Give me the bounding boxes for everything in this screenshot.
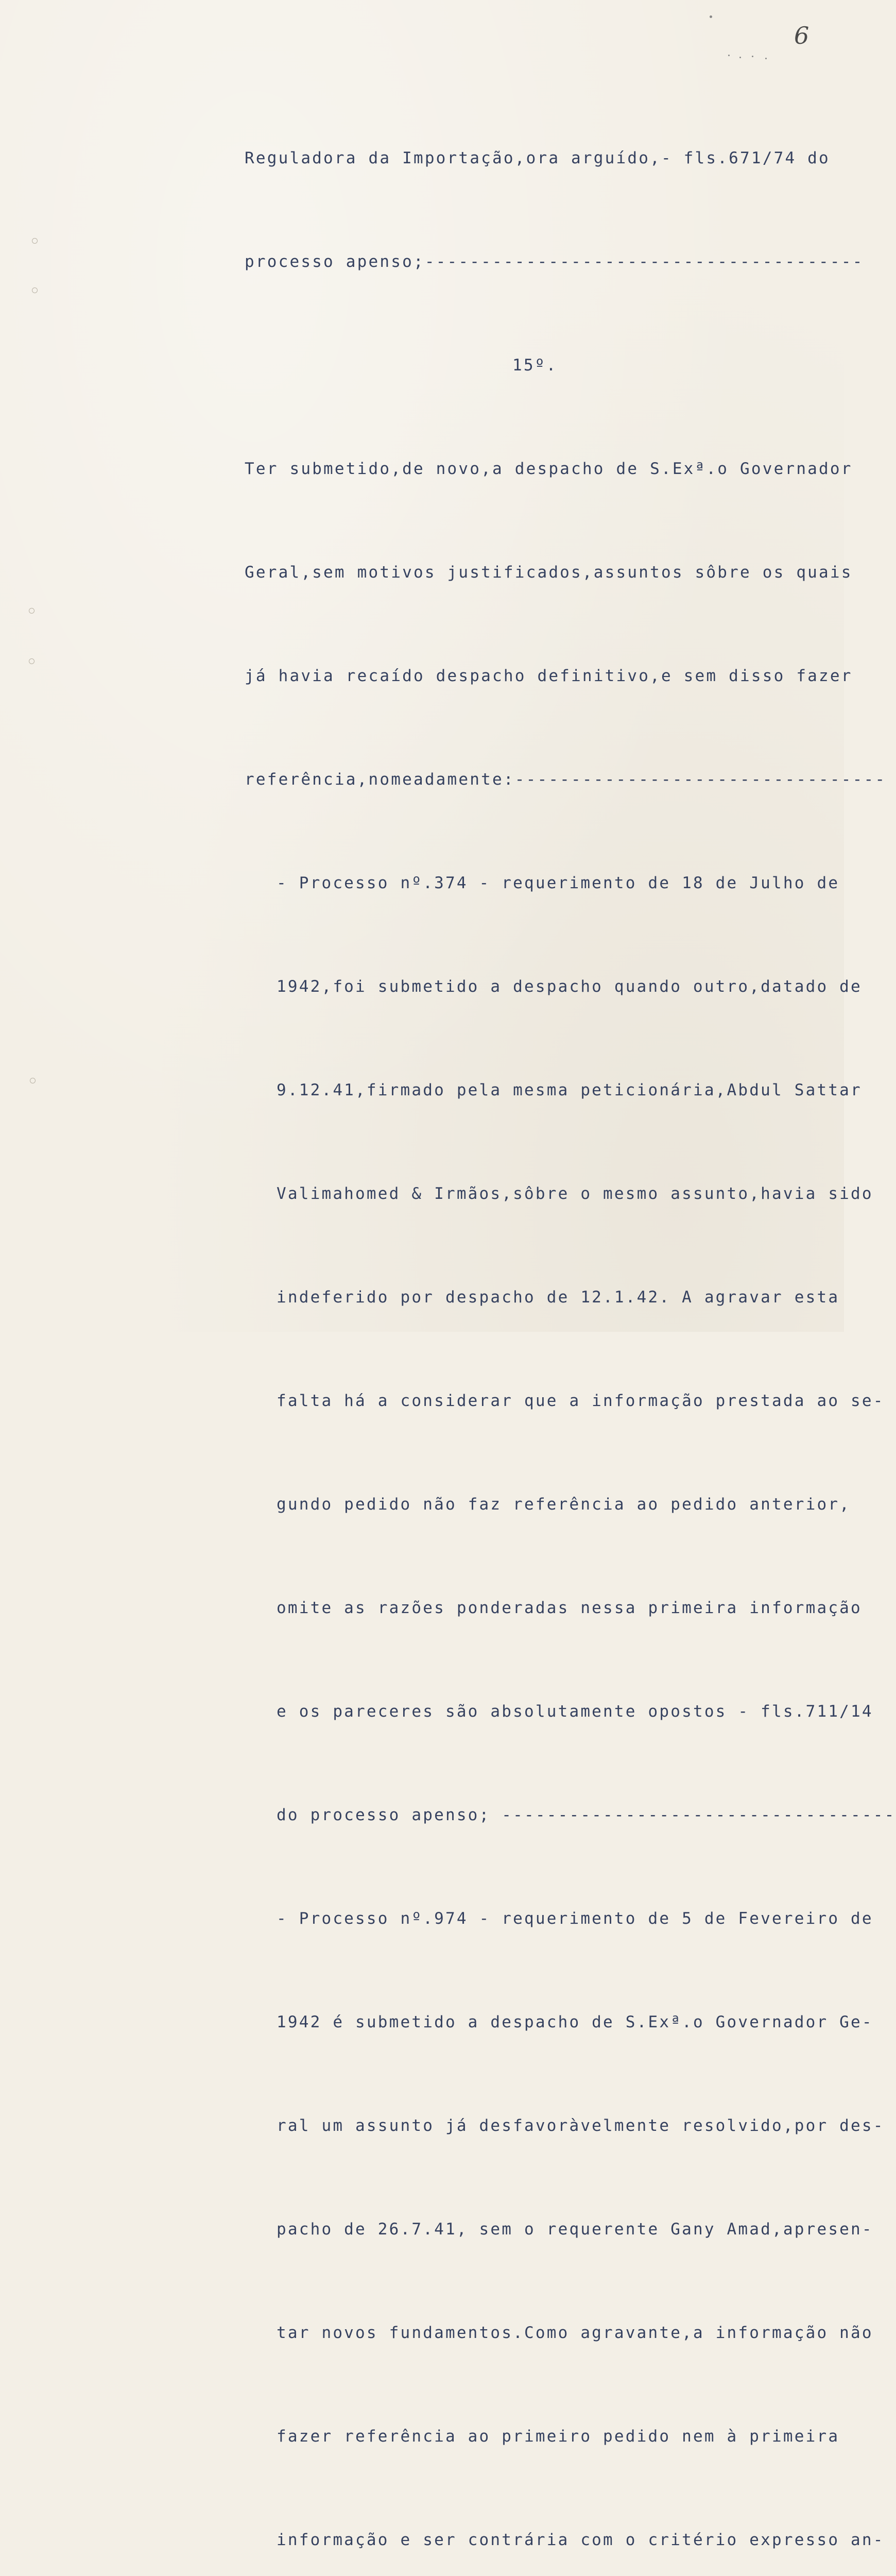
ink-speck <box>728 55 730 56</box>
text-line: 1942 é submetido a despacho de S.Exª.o Governador Ge- <box>277 2013 873 2031</box>
text-line: 9.12.41,firmado pela mesma peticionária,Abdul Sattar <box>277 1081 862 1099</box>
text-line: pacho de 26.7.41, sem o requerente Gany Amad,apresen- <box>277 2220 873 2239</box>
ink-speck <box>739 57 741 58</box>
text-line: - Processo nº.374 - requerimento de 18 de Julho de <box>277 874 840 892</box>
binding-hole <box>29 658 35 664</box>
text-line: tar novos fundamentos.Como agravante,a informação não <box>277 2324 873 2342</box>
text-line: gundo pedido não faz referência ao pedido anterior, <box>277 1495 851 1514</box>
text-line: Geral,sem motivos justificados,assuntos sôbre os quais <box>245 563 853 582</box>
binding-hole <box>32 287 38 293</box>
text-line: informação e ser contrária com o critério expresso an- <box>277 2531 885 2549</box>
text-line: Reguladora da Importação,ora arguído,- fls.671/74 do <box>245 149 830 167</box>
text-line: processo apenso;--------------------------------------- <box>245 252 864 271</box>
text-line: falta há a considerar que a informação prestada ao se- <box>277 1392 885 1410</box>
text-line: Valimahomed & Irmãos,sôbre o mesmo assunto,havia sido <box>277 1184 873 1203</box>
ink-speck <box>710 15 712 18</box>
text-line: omite as razões ponderadas nessa primeira informação <box>277 1599 862 1617</box>
section-number: 15º. <box>512 356 558 375</box>
text-line: - Processo nº.974 - requerimento de 5 de Fevereiro de <box>277 1909 873 1928</box>
text-line: já havia recaído despacho definitivo,e sem disso fazer <box>245 667 853 685</box>
text-line: Ter submetido,de novo,a despacho de S.Exª.o Governador <box>245 460 853 478</box>
ink-speck <box>752 56 753 57</box>
binding-hole <box>32 238 38 244</box>
text-line: referência,nomeadamente:--------------------------------- <box>245 770 887 789</box>
text-line: e os pareceres são absolutamente opostos - fls.711/14 <box>277 1702 873 1721</box>
binding-hole <box>30 1078 36 1083</box>
binding-hole <box>29 608 35 614</box>
ink-speck <box>765 58 767 59</box>
text-line: do processo apenso; ----------------------------------- <box>277 1806 896 1824</box>
text-line: fazer referência ao primeiro pedido nem à primeira <box>277 2427 840 2446</box>
typewritten-body <box>245 72 896 2576</box>
text-line: ral um assunto já desfavoràvelmente resolvido,por des- <box>277 2116 885 2135</box>
text-line: 1942,foi submetido a despacho quando outro,datado de <box>277 977 862 996</box>
page-number: 6 <box>794 22 809 49</box>
text-line: indeferido por despacho de 12.1.42. A agravar esta <box>277 1288 840 1307</box>
